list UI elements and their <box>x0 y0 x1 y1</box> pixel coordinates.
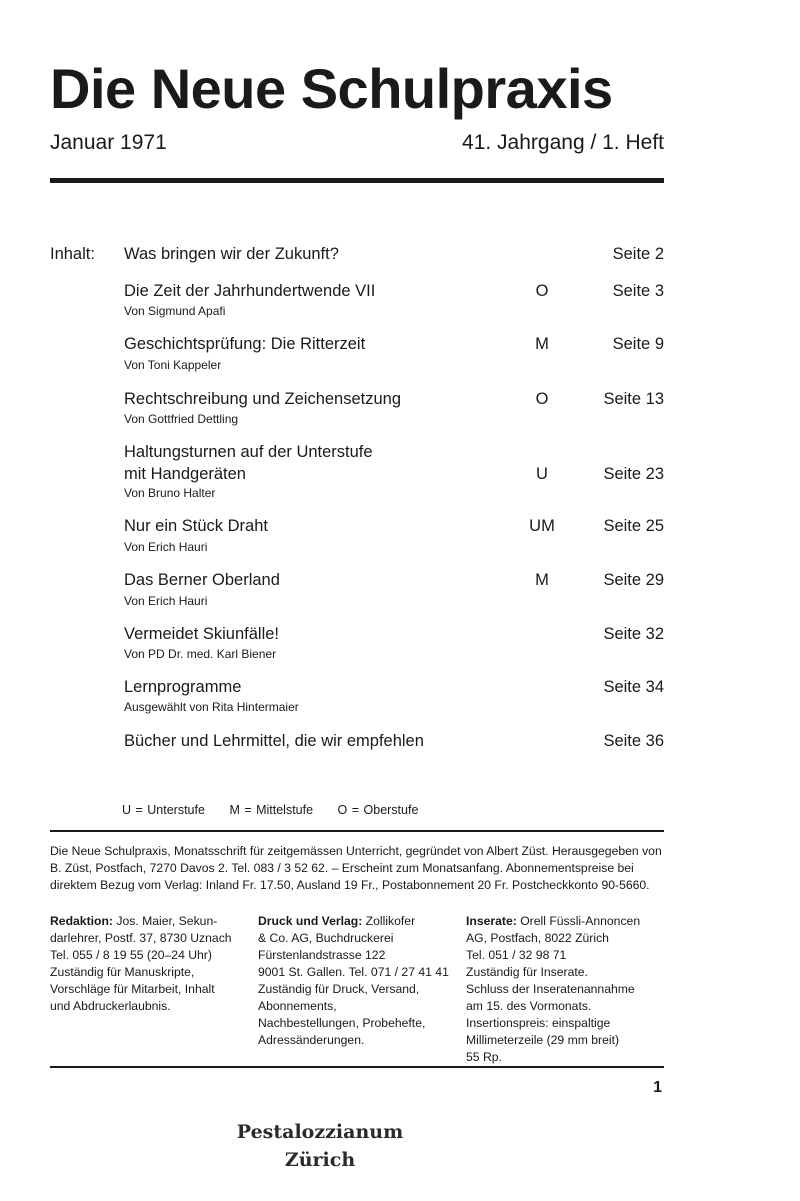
library-stamp <box>230 1118 410 1174</box>
toc-entry-title: Was bringen wir der Zukunft? <box>124 245 339 263</box>
toc-entry-author: Von PD Dr. med. Karl Biener <box>124 647 277 661</box>
toc-entry-title: Vermeidet Skiunfälle! <box>124 625 280 643</box>
header-rule <box>50 178 664 183</box>
toc-entry-author: Von Toni Kappeler <box>124 358 222 372</box>
ads-line: AG, Postfach, 8022 Zürich <box>466 931 609 945</box>
toc-entry-level: M <box>535 571 549 589</box>
print-line: & Co. AG, Buchdruckerei <box>258 931 394 945</box>
ads-column <box>466 913 664 1066</box>
toc-entry-page: Seite 2 <box>612 245 664 263</box>
issue-volume: 41. Jahrgang / 1. Heft <box>462 131 664 154</box>
toc-entry-page: Seite 9 <box>612 335 664 353</box>
ads-heading: Inserate: <box>466 914 517 928</box>
legend-oberstufe: O = Oberstufe <box>337 803 419 817</box>
page-number: 1 <box>653 1079 662 1096</box>
editorial-line: Tel. 055 / 8 19 55 (20–24 Uhr) <box>50 948 212 962</box>
ads-line: Zuständig für Inserate. <box>466 965 588 979</box>
print-line: Fürstenlandstrasse 122 <box>258 948 386 962</box>
toc-entry-page: Seite 29 <box>603 571 664 589</box>
toc-entry-page: Seite 34 <box>603 678 664 696</box>
toc-entry-title: Rechtschreibung und Zeichensetzung <box>124 390 402 408</box>
ads-line: am 15. des Vormonats. <box>466 999 592 1013</box>
journal-title: Die Neue Schulpraxis <box>50 57 613 120</box>
footer-rule <box>50 1066 664 1068</box>
ads-line: Orell Füssli-Annoncen <box>516 914 641 928</box>
toc-entry-author: Von Erich Hauri <box>124 594 208 608</box>
print-line: Adressänderungen. <box>258 1033 365 1047</box>
print-line: Zuständig für Druck, Versand, <box>258 982 420 996</box>
ads-line: Millimeterzeile (29 mm breit) <box>466 1033 620 1047</box>
ads-line: Schluss der Inseratenannahme <box>466 982 635 996</box>
toc-entry-author: Ausgewählt von Rita Hintermaier <box>124 700 299 714</box>
toc-entry-author: Von Gottfried Dettling <box>124 412 239 426</box>
editorial-line: Vorschläge für Mitarbeit, Inhalt <box>50 982 215 996</box>
toc-entry-level: U <box>536 465 548 483</box>
toc-entry-title: Das Berner Oberland <box>124 571 280 589</box>
toc-entry-title-line2: mit Handgeräten <box>124 465 246 483</box>
toc-entry-title: Nur ein Stück Draht <box>124 517 268 535</box>
editorial-line: darlehrer, Postf. 37, 8730 Uznach <box>50 931 232 945</box>
print-line: 9001 St. Gallen. Tel. 071 / 27 41 41 <box>258 965 449 979</box>
print-heading: Druck und Verlag: <box>258 914 363 928</box>
print-column <box>258 913 458 1049</box>
legend-unterstufe: U = Unterstufe <box>122 803 205 817</box>
editorial-line: Zuständig für Manuskripte, <box>50 965 195 979</box>
toc-entry-title: Bücher und Lehrmittel, die wir empfehlen <box>124 732 424 750</box>
stamp-line: Zürich <box>284 1149 356 1171</box>
issue-date: Januar 1971 <box>50 131 167 154</box>
stamp-line: Pestalozzianum <box>236 1121 404 1143</box>
toc-entry-author: Von Bruno Halter <box>124 486 216 500</box>
toc-entry-page: Seite 13 <box>603 390 664 408</box>
toc-label: Inhalt: <box>50 245 95 263</box>
toc-entry-author: Von Sigmund Apafi <box>124 304 226 318</box>
editorial-line: und Abdruckerlaubnis. <box>50 999 171 1013</box>
toc-entry-level: O <box>535 390 549 408</box>
print-line: Nachbestellungen, Probehefte, <box>258 1016 426 1030</box>
toc-entry-level: O <box>535 282 549 300</box>
toc-entry-page: Seite 3 <box>612 282 664 300</box>
toc-entry-level: M <box>535 335 549 353</box>
editorial-line: Jos. Maier, Sekun- <box>112 914 218 928</box>
toc-entry-page: Seite 36 <box>603 732 664 750</box>
legend-mittelstufe: M = Mittelstufe <box>229 803 314 817</box>
level-legend <box>122 802 438 818</box>
masthead-text: Die Neue Schulpraxis, Monatsschrift für zeitgemässen Unterricht, gegründet von Albert Züst. Herausgegeben von B. Züst, Postfach, 7270 Davos 2. Tel. 083 / 3 52 62. – Erscheint zum Monatsanfang. Abonnementspreise bei direktem Bezug vom Verlag: Inland Fr. 17.50, Ausland 19 Fr., Postabonnement 20 Fr. Postcheckkonto 90-5660. <box>50 844 662 892</box>
toc-entry-title: Die Zeit der Jahrhundertwende VII <box>124 282 376 300</box>
toc-entry-page: Seite 32 <box>603 625 664 643</box>
print-line: Zollikofer <box>362 914 416 928</box>
toc-entry-title: Geschichtsprüfung: Die Ritterzeit <box>124 335 366 353</box>
editorial-heading: Redaktion: <box>50 914 113 928</box>
toc-entry-page: Seite 25 <box>603 517 664 535</box>
editorial-column <box>50 913 250 1015</box>
ads-line: Insertionspreis: einspaltige <box>466 1016 611 1030</box>
print-line: Abonnements, <box>258 999 337 1013</box>
ads-line: 55 Rp. <box>466 1050 502 1064</box>
ads-line: Tel. 051 / 32 98 71 <box>466 948 567 962</box>
toc-entry-title: Lernprogramme <box>124 678 242 696</box>
toc-entry-title: Haltungsturnen auf der Unterstufe <box>124 443 373 461</box>
legend-rule <box>50 830 664 832</box>
toc-entry-page: Seite 23 <box>603 465 664 483</box>
toc-entry-level: UM <box>529 517 555 535</box>
toc-entry-author: Von Erich Hauri <box>124 540 208 554</box>
